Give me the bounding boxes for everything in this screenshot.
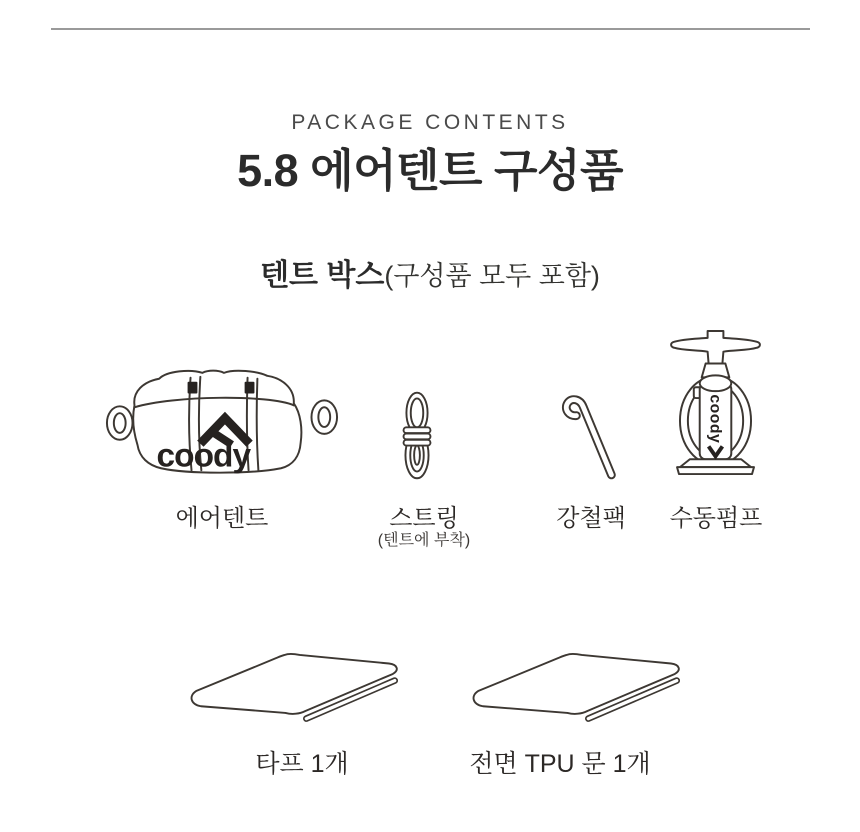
pump-base-icon <box>680 459 751 467</box>
hand-pump-illustration <box>664 328 768 478</box>
label-string-note: (텐트에 부착) <box>377 532 471 549</box>
pump-logo-text: coody <box>706 394 724 444</box>
box-heading <box>0 250 860 294</box>
label-front-tpu-door: 전면 TPU 문 1개 <box>469 750 651 778</box>
top-divider <box>51 28 810 30</box>
tent-bag-illustration <box>104 362 340 486</box>
strap-buckle-icon <box>188 382 198 394</box>
strap-buckle-icon <box>245 382 255 394</box>
page-title: 5.8 에어텐트 구성품 <box>237 145 623 196</box>
box-heading-detail: (구성품 모두 포함) <box>384 261 600 291</box>
label-string: 스트링 <box>389 505 459 532</box>
rope-coil-illustration <box>392 388 442 482</box>
box-heading-highlight: 텐트 박스 <box>260 259 385 292</box>
bag-logo-text: coody <box>156 437 251 475</box>
label-hand-pump: 수동펌프 <box>669 505 763 532</box>
section-eyebrow: PACKAGE CONTENTS <box>291 111 569 134</box>
label-tarp: 타프 1개 <box>255 750 349 778</box>
tent-peg-illustration <box>556 392 626 482</box>
folded-tarp-illustration <box>462 648 690 736</box>
label-air-tent: 에어텐트 <box>175 505 269 532</box>
label-steel-peg: 강철팩 <box>556 505 626 532</box>
pump-handle-icon <box>671 331 760 364</box>
folded-tarp-illustration <box>180 648 408 736</box>
